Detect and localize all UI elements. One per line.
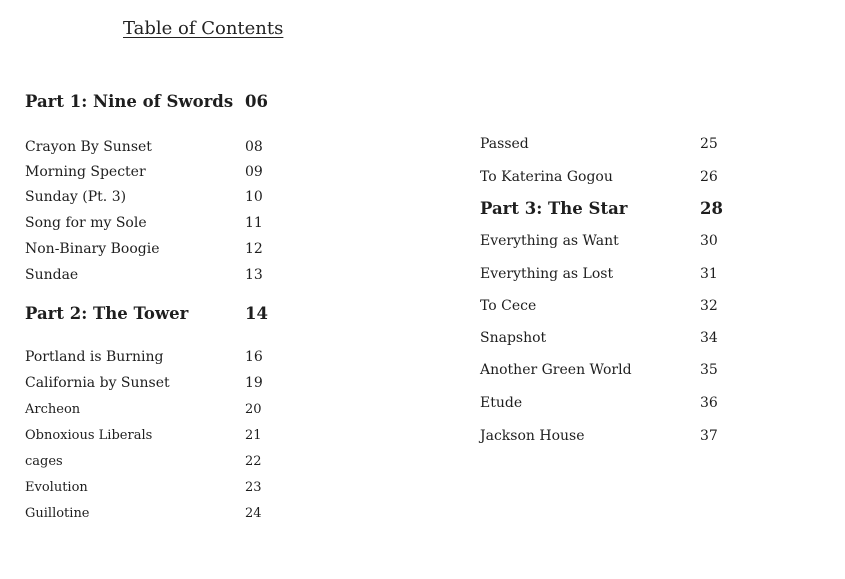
toc-entry-page: 36 xyxy=(700,395,718,411)
toc-entry-title: Sundae xyxy=(25,267,79,283)
toc-entry xyxy=(480,266,740,288)
toc-entry xyxy=(25,215,285,237)
toc-part-heading xyxy=(25,92,285,114)
toc-entry-title: Song for my Sole xyxy=(25,215,147,231)
toc-entry xyxy=(480,298,740,320)
toc-entry-page: 14 xyxy=(245,304,268,323)
toc-entry-title: Part 2: The Tower xyxy=(25,304,189,323)
toc-entry-page: 10 xyxy=(245,189,263,205)
toc-entry xyxy=(25,241,285,263)
toc-entry-page: 22 xyxy=(245,454,262,469)
toc-entry-title: Non-Binary Boogie xyxy=(25,241,160,257)
toc-entry xyxy=(25,267,285,289)
toc-entry xyxy=(25,402,285,424)
toc-part-heading xyxy=(480,199,740,221)
toc-entry-page: 19 xyxy=(245,375,263,391)
toc-entry xyxy=(25,164,285,186)
toc-entry xyxy=(25,454,285,476)
toc-entry-page: 25 xyxy=(700,136,718,152)
toc-entry xyxy=(25,349,285,371)
toc-entry-title: Snapshot xyxy=(480,330,547,346)
toc-entry-title: Jackson House xyxy=(480,428,585,444)
toc-entry-page: 28 xyxy=(700,199,723,218)
toc-entry-page: 31 xyxy=(700,266,718,282)
toc-entry xyxy=(25,139,285,161)
toc-entry-title: Passed xyxy=(480,136,529,152)
toc-entry xyxy=(25,375,285,397)
toc-entry-title: Guillotine xyxy=(25,506,90,521)
toc-entry xyxy=(25,189,285,211)
toc-entry-title: Part 1: Nine of Swords xyxy=(25,92,234,111)
toc-entry xyxy=(25,480,285,502)
toc-entry-page: 08 xyxy=(245,139,263,155)
toc-entry-title: Morning Specter xyxy=(25,164,146,180)
toc-entry-title: Another Green World xyxy=(480,362,632,378)
toc-entry-page: 09 xyxy=(245,164,263,180)
toc-entry-title: Obnoxious Liberals xyxy=(25,428,153,443)
toc-entry-page: 30 xyxy=(700,233,718,249)
toc-entry-title: Archeon xyxy=(25,402,81,417)
toc-entry-page: 32 xyxy=(700,298,718,314)
toc-entry-page: 21 xyxy=(245,428,262,443)
toc-entry-page: 37 xyxy=(700,428,718,444)
toc-entry xyxy=(480,233,740,255)
toc-entry-title: Sunday (Pt. 3) xyxy=(25,189,127,205)
toc-entry xyxy=(480,169,740,191)
toc-entry-page: 23 xyxy=(245,480,262,495)
toc-entry-title: Crayon By Sunset xyxy=(25,139,152,155)
toc-entry xyxy=(480,362,740,384)
toc-entry-title: California by Sunset xyxy=(25,375,170,391)
toc-entry xyxy=(25,506,285,528)
toc-entry-title: Part 3: The Star xyxy=(480,199,628,218)
toc-entry-page: 35 xyxy=(700,362,718,378)
toc-entry-page: 34 xyxy=(700,330,718,346)
toc-entry-title: Everything as Lost xyxy=(480,266,614,282)
toc-part-heading xyxy=(25,304,285,326)
toc-entry-page: 20 xyxy=(245,402,262,417)
toc-entry-page: 12 xyxy=(245,241,263,257)
toc-entry-page: 26 xyxy=(700,169,718,185)
toc-entry xyxy=(480,428,740,450)
toc-entry-title: Evolution xyxy=(25,480,88,495)
toc-entry-title: Etude xyxy=(480,395,523,411)
toc-entry xyxy=(25,428,285,450)
toc-entry-title: Portland is Burning xyxy=(25,349,164,365)
toc-entry xyxy=(480,330,740,352)
toc-entry-page: 13 xyxy=(245,267,263,283)
toc-entry xyxy=(480,136,740,158)
toc-title: Table of Contents xyxy=(123,18,284,39)
toc-entry-title: To Cece xyxy=(480,298,537,314)
toc-entry xyxy=(480,395,740,417)
toc-entry-page: 06 xyxy=(245,92,268,111)
toc-entry-title: To Katerina Gogou xyxy=(480,169,613,185)
toc-entry-page: 11 xyxy=(245,215,263,231)
toc-entry-title: cages xyxy=(25,454,63,469)
toc-entry-page: 24 xyxy=(245,506,262,521)
toc-entry-title: Everything as Want xyxy=(480,233,619,249)
toc-entry-page: 16 xyxy=(245,349,263,365)
